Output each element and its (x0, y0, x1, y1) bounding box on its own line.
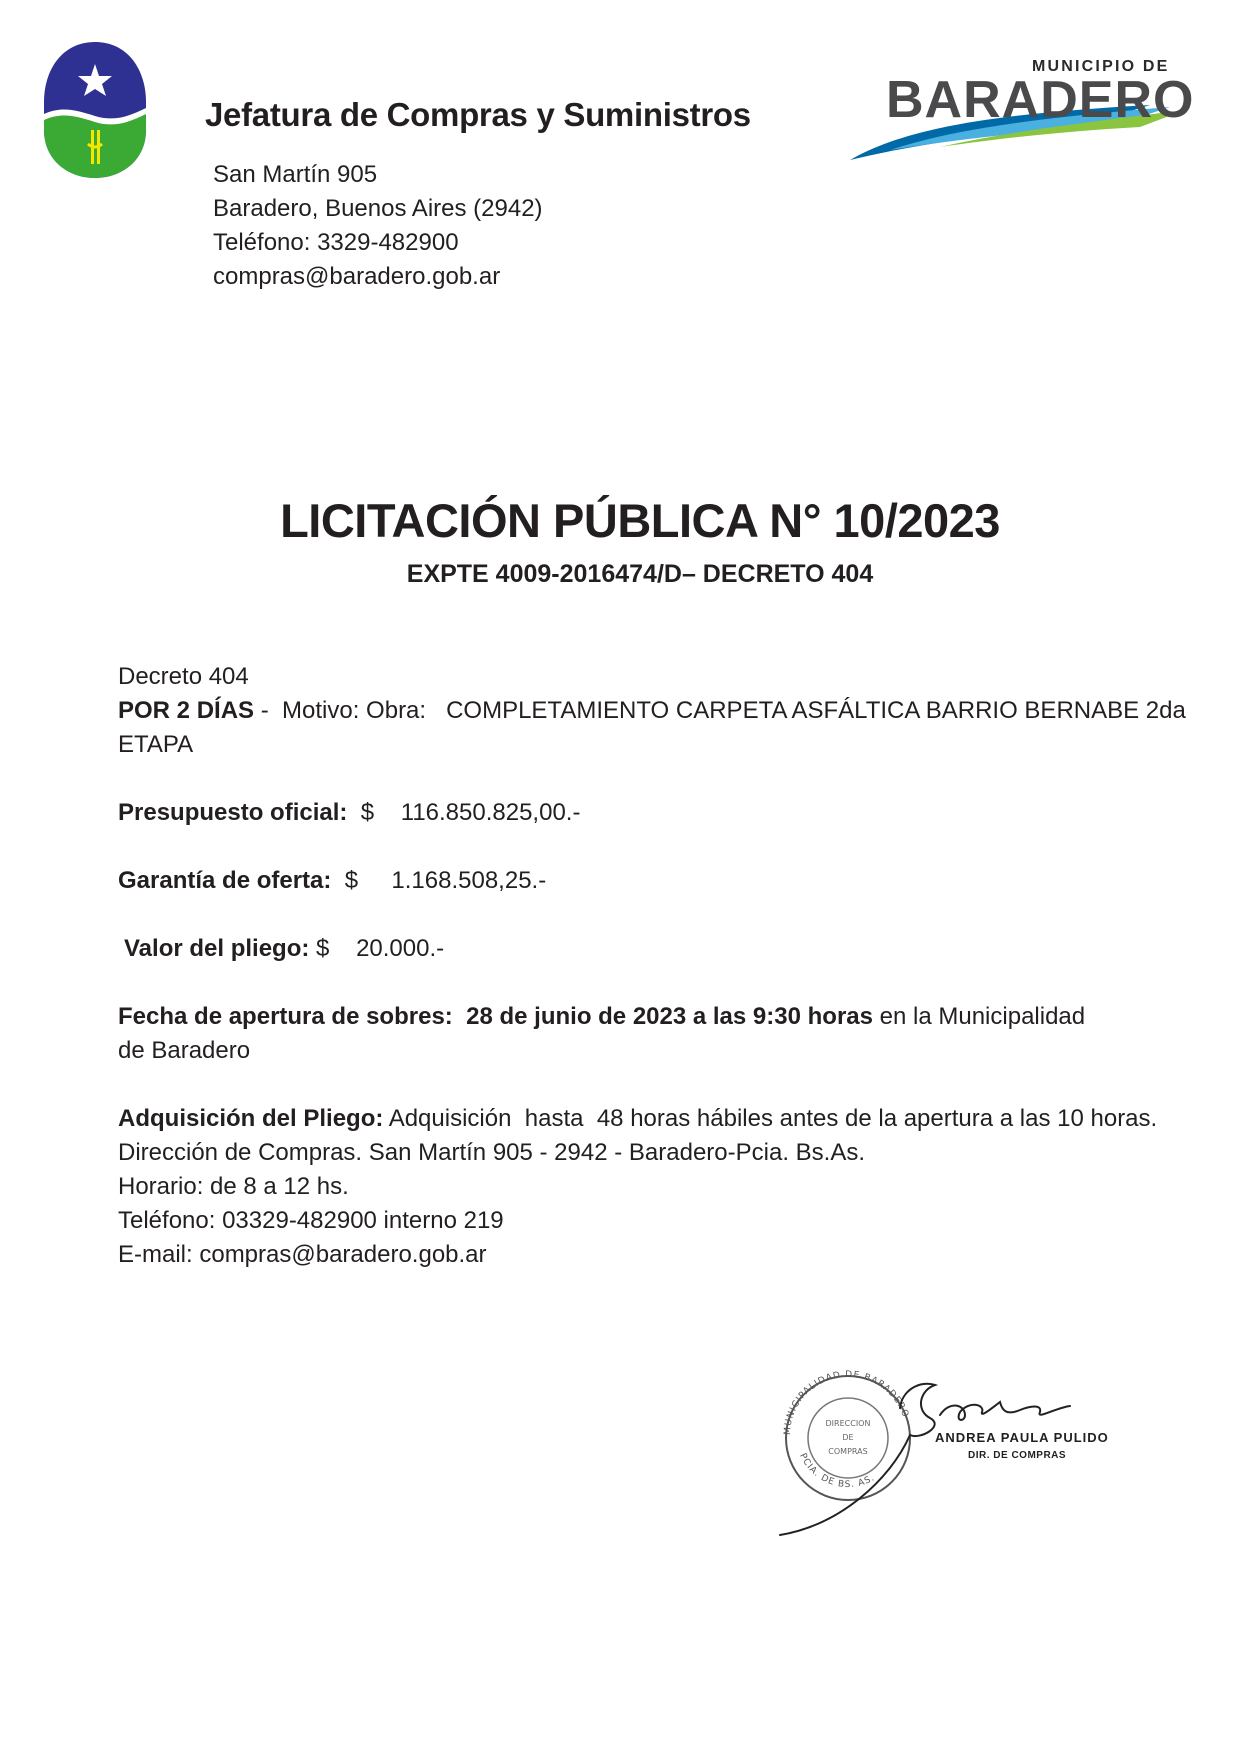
presupuesto-line (118, 796, 1168, 830)
phone-text: Teléfono: 3329-482900 (213, 229, 459, 256)
presupuesto-label: Presupuesto oficial: (118, 799, 348, 826)
fecha-continuation: de Baradero (118, 1037, 251, 1064)
valor-value: $ 20.000.- (309, 935, 445, 962)
contact-block (213, 158, 543, 294)
address-street: San Martín 905 (213, 161, 378, 188)
adquisicion-text: Adquisición hasta 48 horas hábiles antes de la apertura a las 10 horas. (383, 1105, 1158, 1132)
garantia-line (118, 864, 1168, 898)
valor-label: Valor del pliego: (124, 935, 310, 962)
fecha-value: 28 de junio de 2023 a las 9:30 horas (452, 1003, 873, 1030)
por-dias-label: POR 2 DÍAS (118, 697, 255, 724)
stamp-outer-text: MUNICIPALIDAD DE BARADERO (782, 1369, 911, 1436)
svg-text:PCIA. DE BS. AS. (797, 1452, 877, 1490)
email-text: compras@baradero.gob.ar (213, 263, 501, 290)
decreto-line: Decreto 404 (118, 663, 249, 690)
motivo-continuation: ETAPA (118, 731, 194, 758)
telefono-line: Teléfono: 03329-482900 interno 219 (118, 1207, 504, 1234)
municipio-label: MUNICIPIO DE (1032, 58, 1170, 75)
email-line: E-mail: compras@baradero.gob.ar (118, 1241, 487, 1268)
presupuesto-value: $ 116.850.825,00.- (347, 799, 581, 826)
horario-line: Horario: de 8 a 12 hs. (118, 1173, 349, 1200)
signer-role: DIR. DE COMPRAS (968, 1450, 1067, 1461)
stamp-bottom-text: PCIA. DE BS. AS. (797, 1451, 877, 1491)
garantia-value: $ 1.168.508,25.- (331, 867, 547, 894)
page-subtitle: EXPTE 4009-2016474/D– DECRETO 404 (406, 560, 874, 588)
garantia-label: Garantía de oferta: (118, 867, 332, 894)
motivo-text: - Motivo: Obra: COMPLETAMIENTO CARPETA ASFÁLTICA BARRIO BERNABE 2da (254, 697, 1186, 724)
address-city: Baradero, Buenos Aires (2942) (213, 195, 543, 222)
motivo-line (118, 694, 1186, 728)
fecha-label: Fecha de apertura de sobres: (118, 1003, 453, 1030)
department-title: Jefatura de Compras y Suministros (205, 96, 751, 133)
stamp-inner-3: COMPRAS (828, 1447, 868, 1456)
signer-name: ANDREA PAULA PULIDO (935, 1430, 1109, 1445)
page-title: LICITACIÓN PÚBLICA N° 10/2023 (280, 494, 1000, 547)
adquisicion-label: Adquisición del Pliego: (118, 1105, 384, 1132)
official-stamp-signature (770, 1360, 1130, 1540)
document-body (118, 660, 1186, 1272)
adquisicion-line (118, 1102, 1168, 1136)
fecha-line (118, 1000, 1168, 1034)
stamp-inner-2: DE (842, 1433, 854, 1442)
fecha-rest: en la Municipalidad (872, 1003, 1086, 1030)
valor-line (118, 932, 1168, 966)
direccion-line: Dirección de Compras. San Martín 905 - 2942 - Baradero-Pcia. Bs.As. (118, 1139, 865, 1166)
baradero-crest-logo (42, 40, 148, 180)
stamp-inner-1: DIRECCION (825, 1419, 871, 1428)
baradero-wordmark: BARADERO (886, 71, 1195, 129)
